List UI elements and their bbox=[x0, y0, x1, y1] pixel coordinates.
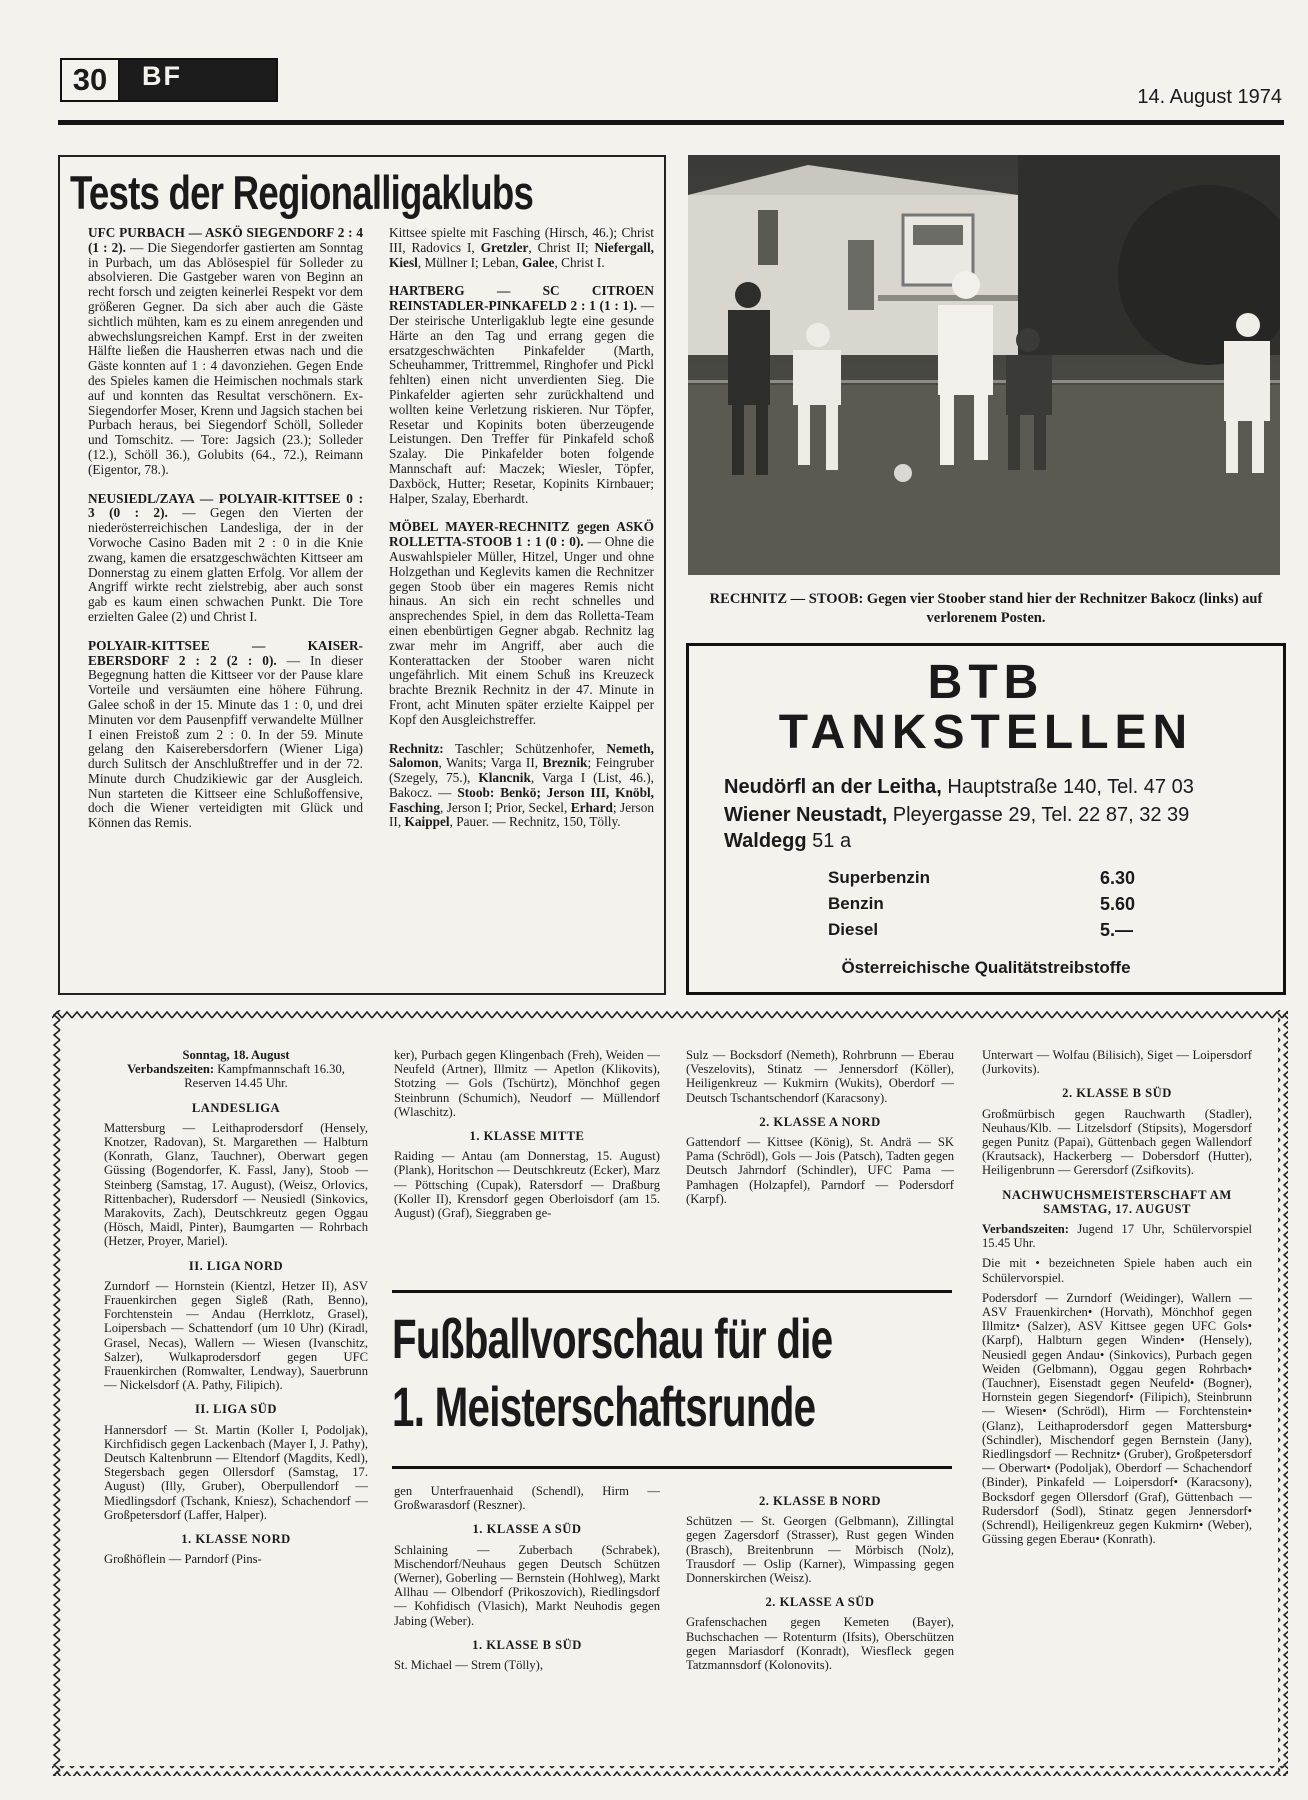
page-number: 30 bbox=[62, 60, 120, 100]
ad-address-2: Wiener Neustadt, Pleyergasse 29, Tel. 22 87, 32 39 bbox=[724, 804, 1190, 826]
fuel-name: Diesel bbox=[828, 920, 879, 939]
headline-rule-bottom bbox=[392, 1466, 952, 1469]
fuel-price: 5.— bbox=[1100, 920, 1134, 940]
preview-column-3-lower: 2. KLASSE B NORD Schützen — St. Georgen (Gelbmann), Zillingtal gegen Zagersdorf (Strasser), Rust gegen Winden (Brasch), Breitenbrunn — Mörbisch (Nolz), Trausdorf — Oslip (Karner), Wimpassing gegen Donnerskirchen (Weisz). 2. KLASSE A SÜD Grafenschachen gegen Kemeten (Bayer), Buchschachen — Rotenturm (Ifsits), Oberschützen gegen Mariasdorf (Konradt), Wiesfleck gegen Tatzmannsdorf (Kolonovits). bbox=[686, 1494, 954, 1673]
preview-column-2: ker), Purbach gegen Klingenbach (Freh), Weiden — Neufeld (Artner), Illmitz — Apetlon (Klikovits), Stotzing — Gols (Tschürtz), Mönchhof gegen Steinbrunn (Schumich), Neudorf — Müllendorf (Wlaschitz). 1. KLASSE MITTE Raiding — Antau (am Donnerstag, 15. August) (Plank), Horitschon — Deutschkreutz (Ecker), Marz — Pöttsching (Cupak), Ratersdorf — Draßburg (Koller II), Krensdorf gegen Oberloisdorf (am 15. August) (Graf), Sieggraben ge- bbox=[394, 1048, 660, 1221]
headline-rule-top bbox=[392, 1290, 952, 1293]
top-rule bbox=[58, 120, 1284, 125]
fuel-name: Superbenzin bbox=[828, 868, 931, 887]
ad-title-line-1: BTB bbox=[927, 656, 1045, 709]
ad-slogan: Österreichische Qualitätstreibstoffe bbox=[841, 958, 1131, 977]
photo-caption: RECHNITZ — STOOB: Gegen vier Stoober stand hier der Rechnitzer Bakocz (links) auf verlorenem Posten. bbox=[709, 591, 1263, 626]
ad-title-line-2: TANKSTELLEN bbox=[778, 706, 1194, 759]
preview-column-4: Unterwart — Wolfau (Bilisich), Siget — Loipersdorf (Jurkovits). 2. KLASSE B SÜD Großmürbisch gegen Rauchwarth (Stadler), Neuhaus/Klb. — Litzelsdorf (Stipsits), Mogersdorf gegen Punitz (Papai), Güttenbach gegen Wallendorf (Krautsack), Hackerberg — Dobersdorf (Hutter), Heiligenbrunn — Gerersdorf (Zsifkovits). NACHWUCHSMEISTERSCHAFT AM SAMSTAG, 17. AUGUST Verbandszeiten: Jugend 17 Uhr, Schülervorspiel 15.45 Uhr. Die mit • bezeichneten Spiele haben auch ein Schülervorspiel. Podersdorf — Zurndorf (Weidinger), Wallern — ASV Frauenkirchen• (Horvath), Mönchhof gegen Illmitz• (Salzer), ASV Kittsee gegen UFC Gols• (Karpf), Halbturn gegen Winden• (Hensely), Neusiedl gegen Andau• (Sinkovics), Purbach gegen Weiden (Gelbmann), Oggau gegen Rohrbach• (Tauchner), Eisenstadt gegen Neufeld• (Bogner), Hornstein gegen Siegendorf• (Filipich), Steinbrunn — Wiesen• (Schrödl), Hirm — Forchtenstein• (Glanz), Leithaprodersdorf gegen Mattersburg• (Schindler), Mischendorf gegen Bernstein (Jany), Riedlingsdorf — Rechnitz• (Gruber), Großpetersdorf — Oberwart• (Podoljak), Oberdorf — Schachendorf (Binder), Pinkafeld — Loipersdorf• (Karacsony), Bocksdorf gegen Ollersdorf (Graf), Güttenbach — Rudersdorf (Sodl), Stinatz gegen Jennersdorf• (Schrendl), Heiligenkreuz gegen Kukmirn• (Weber), Güssing gegen Eberau• (Konrath). bbox=[982, 1048, 1252, 1547]
article-column-2: Kittsee spielte mit Fasching (Hirsch, 46.); Christ III, Radovics I, Gretzler, Christ II; Niefergall, Kiesl, Müllner I; Leban, Galee, Christ I. HARTBERG — SC CITROEN REINSTADLER-PINKAFELD 2 : 1 (1 : 1). — Der steirische Unterligaklub legte eine gesunde Härte an den Tag und errang gegen die ersatzgeschwächten Pinkafelder (Marth, Scheuhammer, Trittremmel, Ringhofer und Pickl fehlten) einen nicht unverdienten Sieg. Die Pinkafelder agierten sehr zurückhaltend und wollten keine Verletzung riskieren. Nur Töpfer, Resetar und Kopinits boten überzeugende Leistungen. Den Treffer für Pinkafeld schoß Szalay. Die Pinkafelder boten folgende Mannschaft auf: Maczek; Wiesler, Töpfer, Daxböck, Hutter; Resetar, Kopinits Kirnbauer; Halper, Szalay, Eberhardt. MÖBEL MAYER-RECHNITZ gegen ASKÖ ROLLETTA-STOOB 1 : 1 (0 : 0). — Ohne die Auswahlspieler Müller, Hitzel, Unger und ohne Holzgethan und Keglevits kamen die Rechnitzer gegen Stoob über ein mageres Remis nicht hinaus. An sich ein recht schnelles und ansprechendes Spiel, in dem das Rolletta-Team einen ebenbürtigen Gegner abgab. Rechnitz lag zwar mehr im Angriff, aber auch die Konterattacken der Stoober waren nicht ungefährlich. Mit einem Schuß ins Kreuzeck brachte Breznik Rechnitz in der 47. Minute in Front, acht Minuten später erzielte Kaippel per Kopf den Ausgleichstreffer. Rechnitz: Taschler; Schützenhofer, Nemeth, Salomon, Wanits; Varga II, Breznik; Feingruber (Szegely, 75.), Klancnik, Varga I (List, 46.), Bakocz. — Stoob: Benkö; Jerson III, Knöbl, Fasching, Jerson I; Prior, Seckel, Erhard; Jerson II, Kaippel, Pauer. — Rechnitz, 150, Tölly. bbox=[389, 225, 655, 830]
issue-date: 14. August 1974 bbox=[1137, 86, 1282, 108]
fuel-price: 5.60 bbox=[1100, 894, 1136, 914]
preview-headline-line-2: 1. Meisterschaftsrunde bbox=[392, 1375, 816, 1438]
article-title: Tests der Regionalligaklubs bbox=[70, 166, 534, 219]
match-photo-illustration bbox=[688, 155, 1280, 575]
preview-column-2-lower: gen Unterfrauenhaid (Schendl), Hirm — Großwarasdorf (Reszner). 1. KLASSE A SÜD Schlaining — Zuberbach (Schrabek), Mischendorf/Neuhaus gegen Deutsch Schützen (Werner), Goberling — Bernstein (Hohlweg), Markt Allhau — Olbendorf (Prikoszovich), Riedlingsdorf — Kohfidisch (Vlasich), Markt Neuhodis gegen Jabing (Weber). 1. KLASSE B SÜD St. Michael — Strem (Tölly), bbox=[394, 1484, 660, 1673]
fuel-name: Benzin bbox=[828, 894, 884, 913]
preview-headline-line-1: Fußballvorschau für die bbox=[392, 1307, 833, 1370]
ad-address-3: Waldegg 51 a bbox=[724, 830, 852, 852]
match-photo bbox=[688, 155, 1280, 575]
preview-column-3: Sulz — Bocksdorf (Nemeth), Rohrbrunn — Eberau (Veszelovits), Stinatz — Jennersdorf (Köller), Heiligenkreuz — Kukmirn (Wukits), Oberdorf — Deutsch Tschantschendorf (Karacsony). 2. KLASSE A NORD Gattendorf — Kittsee (König), St. Andrä — SK Pama (Schrödl), Gols — Jois (Patsch), Tadten gegen Deutsch Jahrndorf (Schindler), UFC Pama — Pamhagen (Holzapfel), Parndorf — Podersdorf (Karpf). bbox=[686, 1048, 954, 1206]
section-label: BF bbox=[142, 61, 182, 91]
ad-address-1: Neudörfl an der Leitha, Hauptstraße 140, Tel. 47 03 bbox=[724, 776, 1194, 798]
preview-column-1: Sonntag, 18. August Verbandszeiten: Kampfmannschaft 16.30, Reserven 14.45 Uhr. LANDESLIGA Mattersburg — Leithaprodersdorf (Hensely, Knotzer, Radovan), St. Margarethen — Halbturn (Konrath, Glanz, Tauchner), Oberwart gegen Güssing (Bogendorfer, K. Fassl, Jany), Stoob — Steinberg (Samstag, 17. August), (Weisz, Orlovics, Rittenbacher), Rudersdorf — Neusiedl (Sinkovics, Marakovits, Zach), Deutschkreutz gegen Oggau (Hösch, Maidl, Pinter), Baumgarten — Rohrbach (Hetzer, Proyer, Mariel). II. LIGA NORD Zurndorf — Hornstein (Kientzl, Hetzer II), ASV Frauenkirchen gegen Sigleß (Rath, Benno), Forchtenstein — Andau (Herrklotz, Grasel), Loipersbach — Schattendorf (um 10 Uhr) (Kiradl, Grasel, Necas), Wallern — Wiesen (Ivanschitz, Salzer), Wulkaprodersdorf gegen UFC Frauenkirchen (Romwalter, Lendway), Sauerbrunn — Nickelsdorf (A. Pathy, Filipich). II. LIGA SÜD Hannersdorf — St. Martin (Koller I, Podoljak), Kirchfidisch gegen Lackenbach (Mayer I, J. Pathy), Deutsch Kaltenbrunn — Eltendorf (Magdits, Kedl), Stegersbach gegen Ollersdorf (Samstag, 17. August) (Illy, Gruber), Oberpullendorf — Miedlingsdorf (Tschank, Kniesz), Schachendorf — Großpetersdorf (Laffer, Halper). 1. KLASSE NORD Großhöflein — Parndorf (Pins- bbox=[104, 1048, 368, 1567]
fuel-price: 6.30 bbox=[1100, 868, 1136, 888]
article-column-1: UFC PURBACH — ASKÖ SIEGENDORF 2 : 4 (1 : 2). — Die Siegendorfer gastierten am Sonntag in Purbach, um das Ablösespiel für Solleder zu absolvieren. Die Gastgeber waren von Beginn an recht forsch und zeigten keinerlei Respekt vor dem größeren Gegner. Da sich aber auch die Gäste sichtlich mühten, kam es zu einem anregenden und abwechslungsreichen Kampf. Erst in der zweiten Hälfte ließen die Hausherren etwas nach und die Gäste konnten auf 1 : 4 davonziehen. Gegen Ende des Spieles kamen die Heimischen nochmals stark auf und konnten das Resultat verschönern. Ex-Siegendorfer Moser, Krenn und Jagsich stachen bei Purbach heraus, bei Siegendorf Schöll, Solleder und Tomschitz. — Tore: Jagsich (23.); Solleder (12.), Schöll 36.), Golubits (64., 72.), Reimann (Eigentor, 78.). NEUSIEDL/ZAYA — POLYAIR-KITTSEE 0 : 3 (0 : 2). — Gegen den Vierten der niederösterreichischen Landesliga, der in der Vorwoche Casino Baden mit 2 : 0 in die Knie zwang, kamen die ersatzgeschwächten Kittseer am Donnerstag zu einem glatten Erfolg. Vor allem der Angriff wirkte recht zielstrebig, aber auch sonst gab es kaum einen schwachen Punkt. Die Tore erzielten Galee (2) und Christ I. POLYAIR-KITTSEE — KAISER-EBERSDORF 2 : 2 (2 : 0). — In dieser Begegnung hatten die Kittseer vor der Pause klare Vorteile und versäumten eine höhere Führung. Galee schoß in der 15. Minute das 1 : 0, und drei Minuten vor dem Pausenpfiff verwandelte Müllner I einen Freistoß zum 2 : 0. In der 59. Minute gelang den Kaiserebersdorfern (Wiener Liga) durch Sulitsch der Anschlußtreffer und in der 72. Minute durch Chudzikiewic gar der Ausgleich. Nun starteten die Kittseer eine Schlußoffensive, doch die Wiener verteidigten mit Glück und Können das Remis. bbox=[88, 225, 363, 831]
